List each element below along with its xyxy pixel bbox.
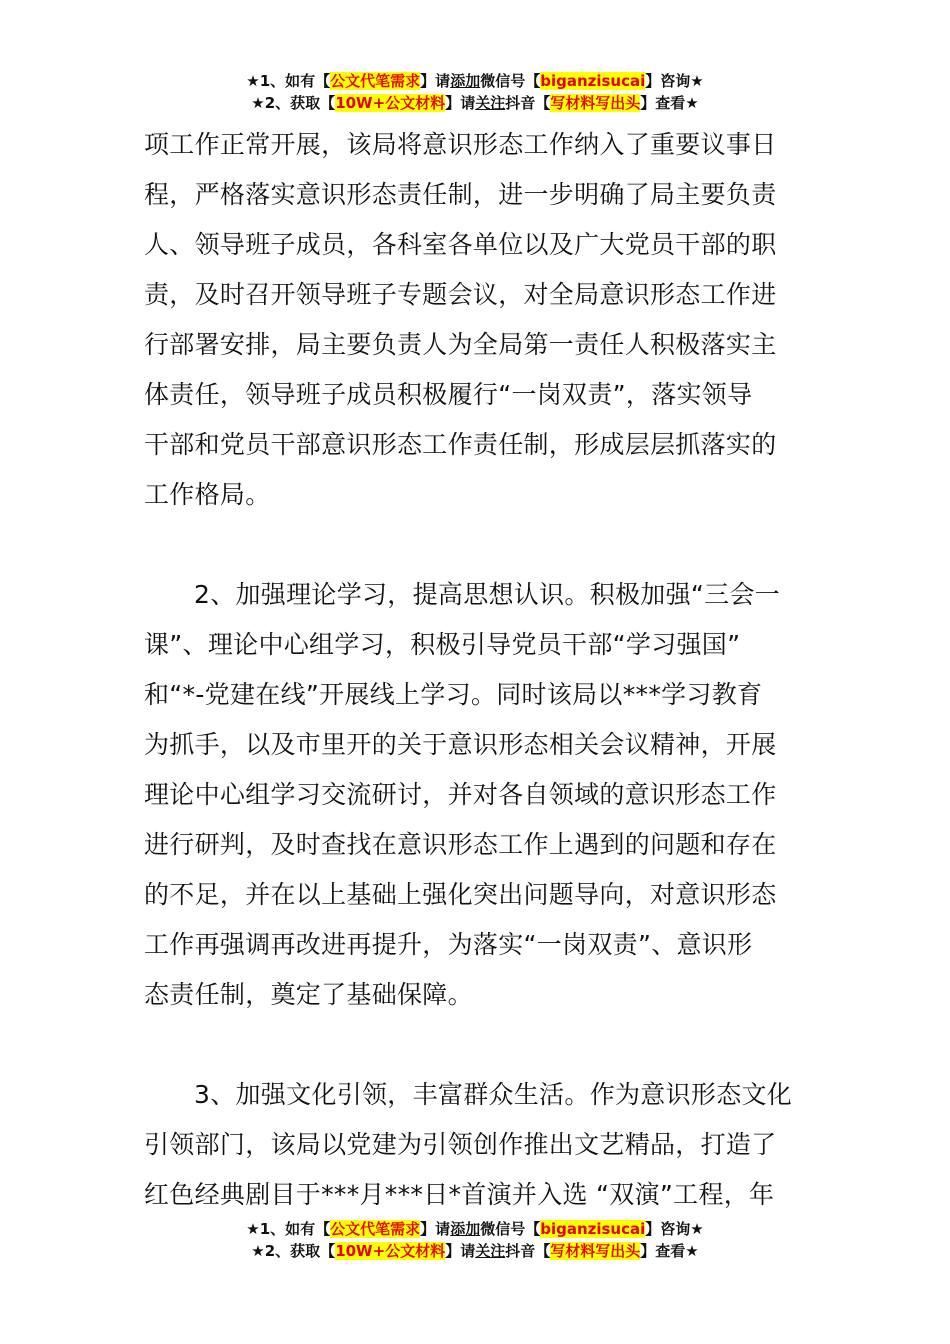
text-line: 进行研判，及时查找在意识形态工作上遇到的问题和存在	[144, 830, 777, 859]
text-line: 和“*-党建在线”开展线上学习。同时该局以***学习教育	[144, 680, 763, 709]
text-line: 工作再强调再改进再提升，为落实“一岗双责”、意识形	[144, 930, 753, 959]
text-line: 干部和党员干部意识形态工作责任制，形成层层抓落实的	[144, 430, 777, 459]
banner-underlined: 添加	[450, 1220, 481, 1238]
paragraph-gap	[144, 520, 806, 570]
highlight-douyin: 写材料写出头	[550, 1242, 641, 1260]
bottom-banner	[0, 1218, 950, 1262]
banner-underlined: 添加	[450, 72, 481, 90]
banner-line-1	[0, 70, 950, 92]
banner-text: 微信号【	[480, 1220, 541, 1238]
paragraph-1	[144, 120, 806, 520]
text-line: 理论中心组学习交流研讨，并对各自领域的意识形态工作	[144, 780, 777, 809]
banner-text: 】咨询★	[645, 72, 704, 90]
banner-text: 】查看★	[640, 94, 699, 112]
highlight-wechat-id: biganzisucai	[540, 72, 646, 90]
banner-text: ★1、如有【	[246, 72, 331, 90]
highlight-wechat-id: biganzisucai	[540, 1220, 646, 1238]
paragraph-3	[144, 1070, 806, 1220]
banner-text: 】请	[445, 1242, 476, 1260]
paragraph-2	[144, 570, 806, 1020]
text-line: 引领部门，该局以党建为引领创作推出文艺精品，打造了	[144, 1130, 777, 1159]
text-line: 行部署安排，局主要负责人为全局第一责任人积极落实主	[144, 330, 777, 359]
banner-line-1	[0, 1218, 950, 1240]
highlight-materials: 10W+公文材料	[335, 1242, 446, 1260]
banner-underlined: 关注	[475, 94, 506, 112]
banner-text: ★1、如有【	[246, 1220, 331, 1238]
text-line: 程，严格落实意识形态责任制，进一步明确了局主要负责	[144, 180, 777, 209]
banner-line-2	[0, 1240, 950, 1262]
banner-underlined: 关注	[475, 1242, 506, 1260]
banner-text: 】查看★	[640, 1242, 699, 1260]
text-line: 责，及时召开领导班子专题会议，对全局意识形态工作进	[144, 280, 777, 309]
paragraph-gap	[144, 1020, 806, 1070]
highlight-douyin: 写材料写出头	[550, 94, 641, 112]
banner-text: 微信号【	[480, 72, 541, 90]
highlight-materials: 10W+公文材料	[335, 94, 446, 112]
text-line: 为抓手，以及市里开的关于意识形态相关会议精神，开展	[144, 730, 777, 759]
banner-text: 】请	[420, 1220, 451, 1238]
text-line: 红色经典剧目于***月***日*首演并入选 “双演”工程，年	[144, 1180, 775, 1209]
text-line: 课”、理论中心组学习，积极引导党员干部“学习强国”	[144, 630, 741, 659]
text-line: 工作格局。	[144, 480, 271, 509]
text-line: 项工作正常开展，该局将意识形态工作纳入了重要议事日	[144, 130, 777, 159]
highlight-service: 公文代笔需求	[330, 72, 421, 90]
highlight-service: 公文代笔需求	[330, 1220, 421, 1238]
text-line: 的不足，并在以上基础上强化突出问题导向，对意识形态	[144, 880, 777, 909]
banner-text: ★2、获取【	[251, 94, 336, 112]
text-line: 态责任制，奠定了基础保障。	[144, 980, 473, 1009]
banner-text: 抖音【	[505, 94, 551, 112]
text-line: 体责任，领导班子成员积极履行“一岗双责”，落实领导	[144, 380, 753, 409]
banner-text: 】咨询★	[645, 1220, 704, 1238]
banner-text: 抖音【	[505, 1242, 551, 1260]
top-banner	[0, 70, 950, 114]
text-line: 3、加强文化引领，丰富群众生活。作为意识形态文化	[194, 1080, 793, 1109]
banner-line-2	[0, 92, 950, 114]
banner-text: 】请	[420, 72, 451, 90]
document-body	[144, 120, 806, 1220]
text-line: 2、加强理论学习，提高思想认识。积极加强“三会一	[194, 580, 781, 609]
banner-text: ★2、获取【	[251, 1242, 336, 1260]
text-line: 人、领导班子成员，各科室各单位以及广大党员干部的职	[144, 230, 777, 259]
banner-text: 】请	[445, 94, 476, 112]
